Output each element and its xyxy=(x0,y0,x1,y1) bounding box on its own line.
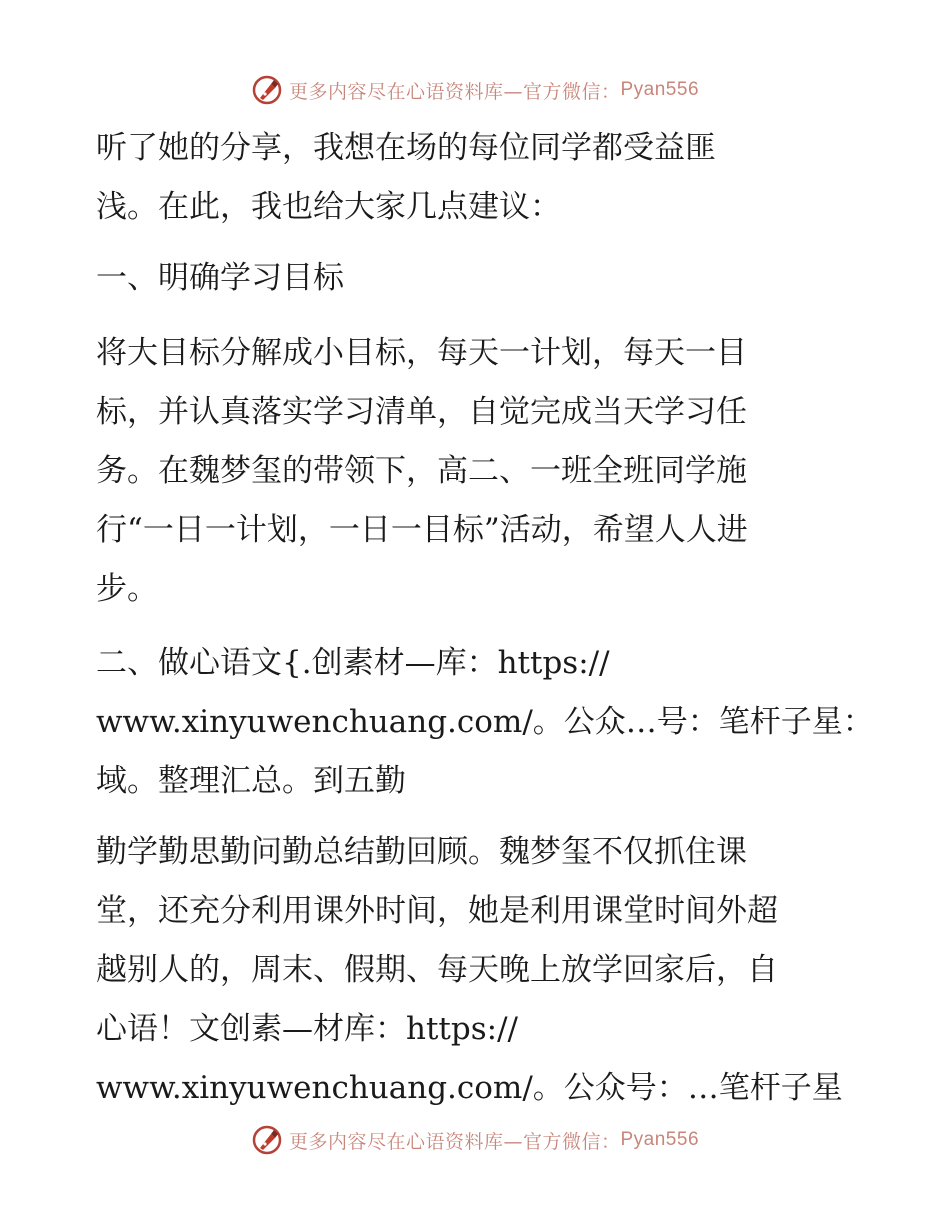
banner-text: 更多内容尽在心语资料库—官方微信： xyxy=(288,1130,621,1153)
paragraph-line: 行“一日一计划，一日一目标”活动，希望人人进 xyxy=(96,512,748,548)
section-heading: 二、做心语文{.创素材—库：https:// xyxy=(96,645,610,681)
paragraph-line: 务。在魏梦玺的带领下，高二、一班全班同学施 xyxy=(96,453,747,489)
paragraph-line: 域。整理汇总。到五勤 xyxy=(96,763,406,799)
paragraph-line: www.xinyuwenchuang.com/。公众号：…笔杆子星 xyxy=(96,1070,843,1106)
paragraph-line: 浅。在此，我也给大家几点建议： xyxy=(96,189,561,225)
paragraph-line: 勤学勤思勤问勤总结勤回顾。魏梦玺不仅抓住课 xyxy=(96,834,747,870)
paragraph-line: 标，并认真落实学习清单，自觉完成当天学习任 xyxy=(96,394,747,430)
paragraph-line: 心语！文创素—材库：https:// xyxy=(96,1011,518,1047)
paragraph-line: 听了她的分享，我想在场的每位同学都受益匪 xyxy=(96,130,716,166)
pen-nib-logo-icon xyxy=(251,1124,283,1156)
section-heading: 一、明确学习目标 xyxy=(96,260,344,296)
paragraph-line: 越别人的，周末、假期、每天晚上放学回家后，自 xyxy=(96,952,778,988)
wechat-handle: Pyan556 xyxy=(620,1129,700,1150)
paragraph-line: 步。 xyxy=(96,571,158,607)
banner-text: 更多内容尽在心语资料库—官方微信： xyxy=(288,80,621,103)
wechat-handle: Pyan556 xyxy=(620,79,700,100)
paragraph-line: 将大目标分解成小目标，每天一计划，每天一目 xyxy=(96,335,747,371)
footer-banner xyxy=(0,1120,950,1160)
paragraph-line: 堂，还充分利用课外时间，她是利用课堂时间外超 xyxy=(96,893,778,929)
paragraph-line: www.xinyuwenchuang.com/。公众…号：笔杆子星： xyxy=(96,704,874,740)
